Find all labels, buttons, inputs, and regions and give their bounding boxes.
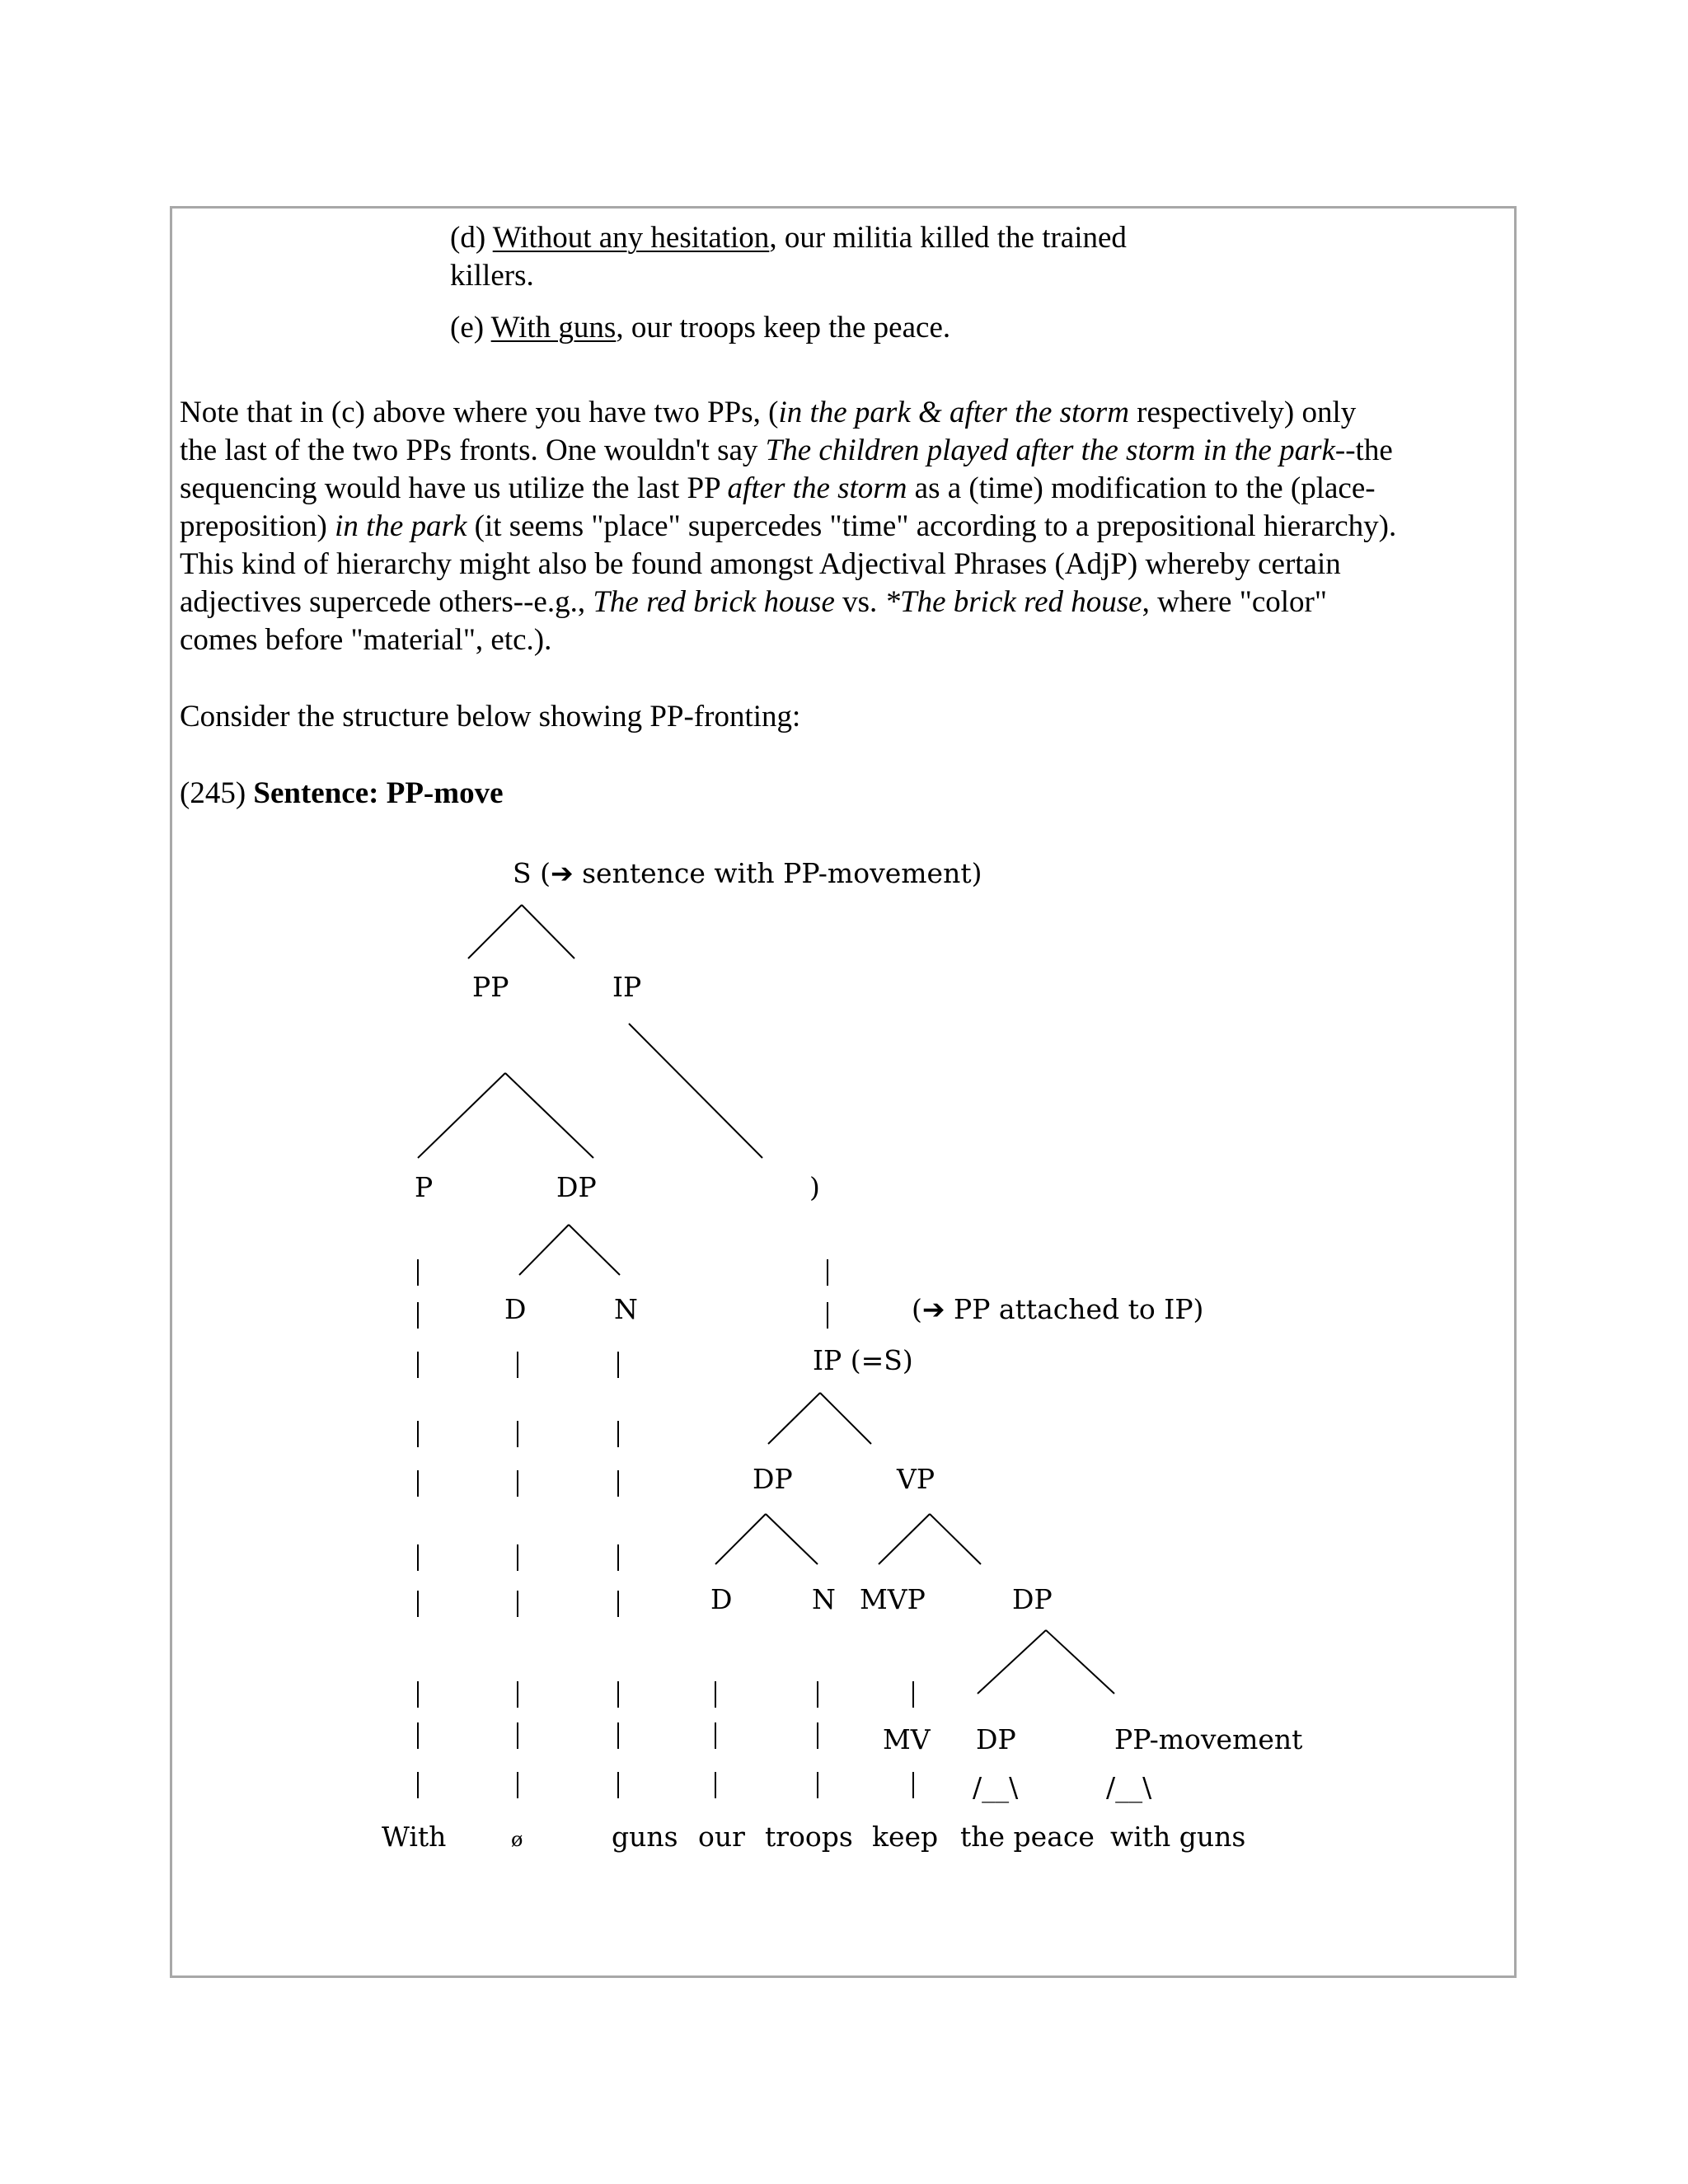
note-line: This kind of hierarchy might also be found amongst Adjectival Phrases (AdjP) whereby certain bbox=[180, 547, 1341, 581]
tree-node-ip: IP bbox=[612, 971, 642, 1003]
tree-branch bbox=[418, 1073, 505, 1158]
note-line: the last of the two PPs fronts. One wouldn't say The children played after the storm in the park--the bbox=[180, 434, 1393, 467]
tree-branch bbox=[820, 1393, 871, 1444]
example-e-underlined: With guns bbox=[490, 311, 617, 344]
tree-attach-note: (➔ PP attached to IP) bbox=[912, 1293, 1204, 1325]
example-e-text: , our troops keep the peace. bbox=[616, 311, 951, 344]
tree-node-n: N bbox=[812, 1583, 836, 1615]
tree-node-d: D bbox=[710, 1583, 733, 1615]
tree-word: troops bbox=[765, 1821, 853, 1853]
tree-node-paren: ) bbox=[809, 1171, 820, 1203]
tree-branch bbox=[569, 1225, 620, 1275]
tree-branch bbox=[715, 1514, 766, 1564]
tree-branch bbox=[505, 1073, 593, 1158]
example-245-label: Sentence: PP-move bbox=[253, 776, 504, 810]
tree-node-ip-s: IP (=S) bbox=[813, 1344, 913, 1376]
tree-node-pp: PP bbox=[472, 971, 509, 1003]
tree-node-pp-movement: PP-movement bbox=[1114, 1723, 1303, 1755]
note-line: adjectives supercede others--e.g., The red brick house vs. *The brick red house, where "color" bbox=[180, 585, 1327, 619]
example-d-number: (d) bbox=[450, 221, 493, 255]
tree-node-dp: DP bbox=[976, 1723, 1016, 1755]
tree-node-mvp: MVP bbox=[860, 1583, 926, 1615]
note-line: sequencing would have us utilize the last PP after the storm as a (time) modification to the (place- bbox=[180, 471, 1376, 505]
consider-text: Consider the structure below showing PP-fronting: bbox=[180, 700, 801, 733]
note-line: preposition) in the park (it seems "place" supercedes "time" according to a prepositional hierarchy). bbox=[180, 509, 1397, 543]
tree-branch bbox=[978, 1630, 1046, 1694]
example-245-number: (245) bbox=[180, 776, 254, 810]
tree-branch bbox=[879, 1514, 930, 1564]
tree-root-label: S (➔ sentence with PP-movement) bbox=[513, 857, 982, 889]
tree-branch bbox=[522, 905, 574, 958]
tree-word: the peace bbox=[960, 1821, 1095, 1853]
tree-node-dp: DP bbox=[1012, 1583, 1053, 1615]
tree-node-vp: VP bbox=[897, 1463, 935, 1495]
tree-word: With bbox=[382, 1821, 447, 1853]
example-e-number: (e) bbox=[450, 311, 491, 344]
tree-node-d: D bbox=[504, 1293, 527, 1325]
tree-word: with guns bbox=[1110, 1821, 1246, 1853]
example-d-underlined: Without any hesitation bbox=[492, 221, 770, 255]
tree-node-p: P bbox=[415, 1171, 434, 1203]
note-line: Note that in (c) above where you have two PPs, (in the park & after the storm respectively) only bbox=[180, 396, 1357, 429]
tree-word: ø bbox=[511, 1828, 523, 1851]
tree-branch bbox=[768, 1393, 820, 1444]
example-d-continued: killers. bbox=[450, 259, 534, 293]
tree-word: our bbox=[698, 1821, 745, 1853]
tree-branch bbox=[629, 1024, 762, 1158]
tree-node-mv: MV bbox=[883, 1723, 931, 1755]
tree-branch bbox=[1046, 1630, 1114, 1694]
tree-branch bbox=[766, 1514, 818, 1564]
tree-word: keep bbox=[872, 1821, 939, 1853]
tree-branch bbox=[468, 905, 522, 958]
tree-node-dp: DP bbox=[556, 1171, 597, 1203]
tree-triangle: /__\ bbox=[1106, 1771, 1152, 1803]
tree-word: guns bbox=[612, 1821, 678, 1853]
tree-triangle: /__\ bbox=[973, 1771, 1019, 1803]
tree-branch bbox=[519, 1225, 569, 1275]
tree-node-dp: DP bbox=[753, 1463, 793, 1495]
note-line: comes before "material", etc.). bbox=[180, 623, 552, 657]
tree-branch bbox=[930, 1514, 981, 1564]
tree-node-n: N bbox=[614, 1293, 638, 1325]
example-d-text: , our militia killed the trained bbox=[769, 221, 1127, 255]
